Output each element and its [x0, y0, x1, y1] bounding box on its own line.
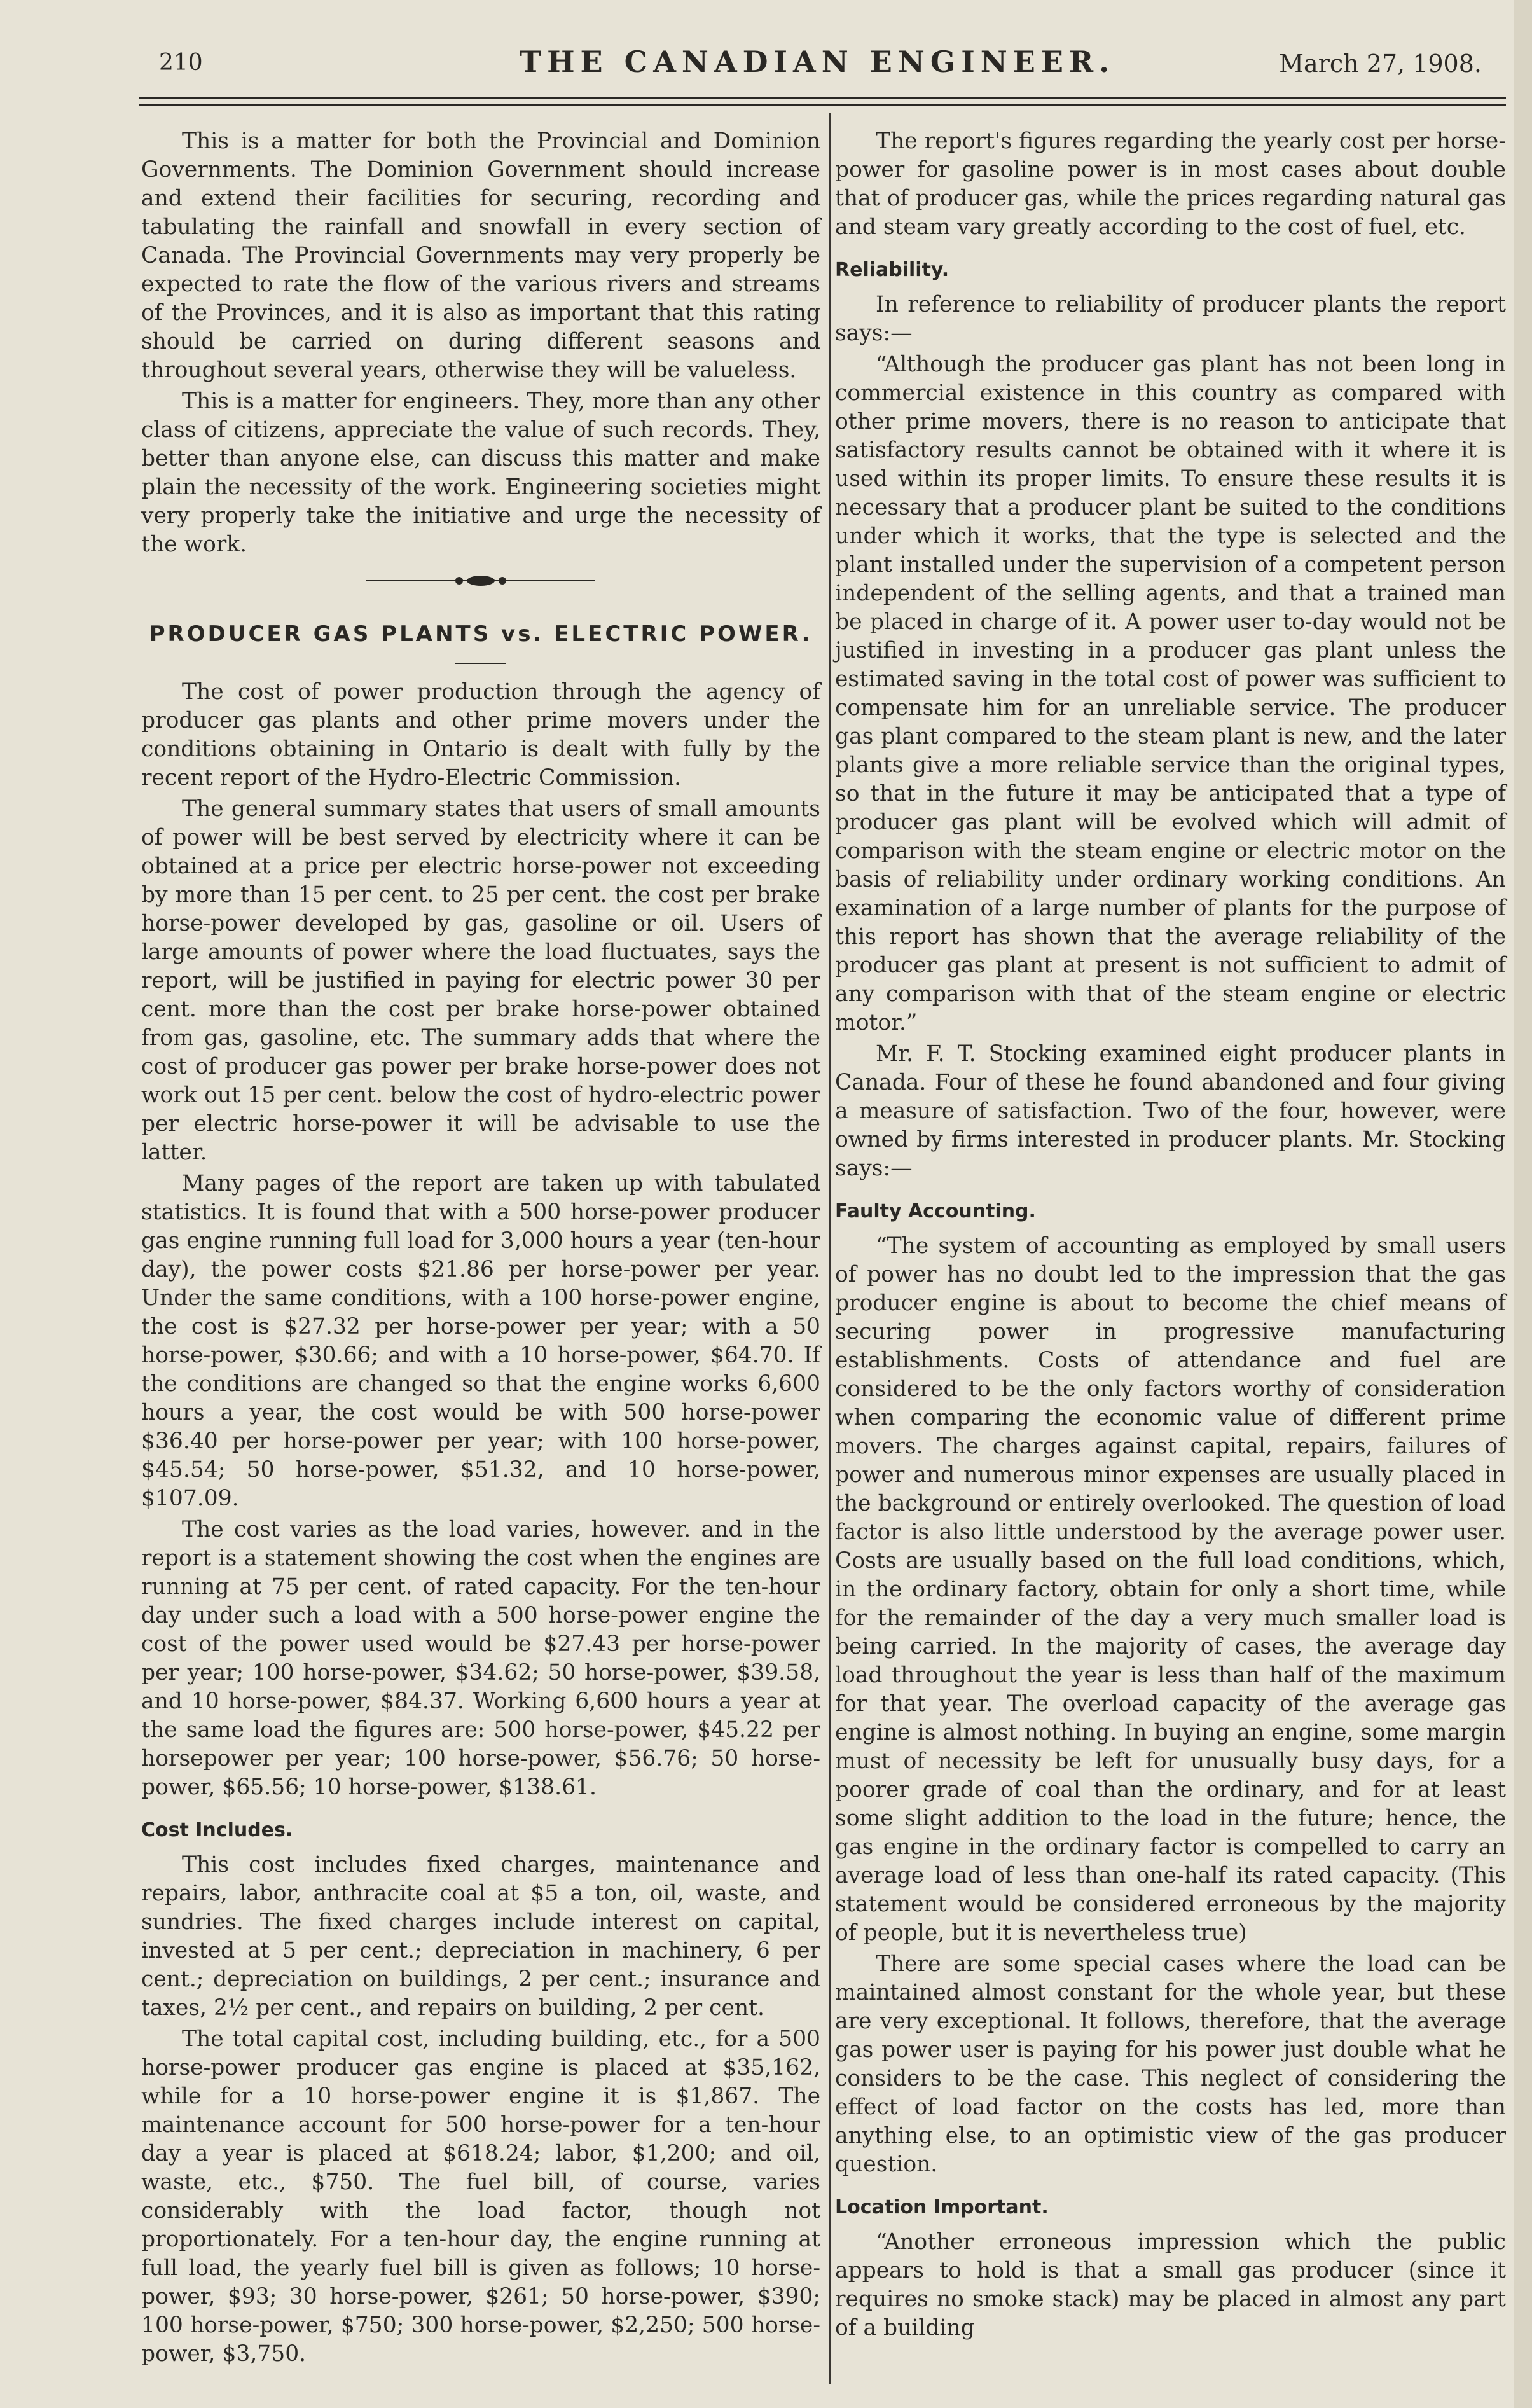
subhead-reliability: Reliability.	[835, 259, 949, 281]
article-paragraph: The cost varies as the load varies, however. and in the report is a statement showing the cost when the engines are running at 75 per cent. of rated capacity. For the ten-hour day under such a load with a 500 horse-power engine the cost of the power used would be $27.43 per horse-power per year; 100 horse-power, $34.62; 50 horse-power, $39.58, and 10 horse-power, $84.37. Working 6,600 hours a year at the same load the figures are: 500 horse-power, $45.22 per horsepower per year; 100 horse-power, $56.76; 50 horse-power, $65.56; 10 horse-power, $138.61.	[141, 1517, 820, 1800]
page-number: 210	[159, 50, 203, 76]
article-paragraph: In reference to reliability of producer plants the report says:—	[835, 292, 1506, 346]
left-column	[141, 127, 820, 2371]
article-paragraph: The report's figures regarding the yearly cost per horse-power for gasoline power is in most cases about double that of producer gas, while the prices regarding natural gas and steam vary greatly according to the cost of fuel, etc.	[835, 128, 1506, 240]
article-paragraph: The total capital cost, including building, etc., for a 500 horse-power producer gas engine is placed at $35,162, while for a 10 horse-power engine it is $1,867. The maintenance account for 500 horse-power for a ten-hour day a year is placed at $618.24; labor, $1,200; and oil, waste, etc., $750. The fuel bill, of course, varies considerably with the load factor, though not proportionately. For a ten-hour day, the engine running at full load, the yearly fuel bill is given as follows; 10 horse-power, $93; 30 horse-power, $261; 50 horse-power, $390; 100 horse-power, $750; 300 horse-power, $2,250; 500 horse-power, $3,750.	[141, 2026, 820, 2367]
article-paragraph: There are some special cases where the load can be maintained almost constant for the whole year, but these are very exceptional. It follows, therefore, that the average gas power user is paying for his power just double what he considers to be the case. This neglect of considering the effect of load factor on the costs has led, more than anything else, to an optimistic view of the gas producer question.	[835, 1951, 1506, 2177]
article-paragraph: The general summary states that users of small amounts of power will be best served by electricity where it can be obtained at a price per electric horse-power not exceeding by more than 15 per cent. to 25 per cent. the cost per brake horse-power developed by gas, gasoline or oil. Users of large amounts of power where the load fluctuates, says the report, will be justified in paying for electric power 30 per cent. more than the cost per brake horse-power obtained from gas, gasoline, etc. The summary adds that where the cost of producer gas power per brake horse-power does not work out 15 per cent. below the cost of hydro-electric power per electric horse-power it will be advisable to use the latter.	[141, 796, 820, 1165]
header-rule	[139, 97, 1506, 99]
column-divider	[829, 113, 831, 2384]
journal-title: THE CANADIAN ENGINEER.	[519, 45, 1115, 79]
article-paragraph: Mr. F. T. Stocking examined eight producer plants in Canada. Four of these he found abandoned and four giving a measure of satisfaction. Two of the four, however, were owned by firms interested in producer plants. Mr. Stocking says:—	[835, 1041, 1506, 1181]
article-paragraph: Many pages of the report are taken up with tabulated statistics. It is found that with a 500 horse-power producer gas engine running full load for 3,000 hours a year (ten-hour day), the power costs $21.86 per horse-power per year. Under the same conditions, with a 100 horse-power engine, the cost is $27.32 per horse-power per year; with a 50 horse-power, $30.66; and with a 10 horse-power, $64.70. If the conditions are changed so that the engine works 6,600 hours a year, the cost would be with 500 horse-power $36.40 per horse-power per year; with 100 horse-power, $45.54; 50 horse-power, $51.32, and 10 horse-power, $107.09.	[141, 1171, 820, 1511]
page-header	[153, 45, 1482, 89]
article-paragraph: This cost includes fixed charges, maintenance and repairs, labor, anthracite coal at $5 a ton, oil, waste, and sundries. The fixed charges include interest on capital, invested at 5 per cent.; depreciation in machinery, 6 per cent.; depreciation on buildings, 2 per cent.; insurance and taxes, 2½ per cent., and repairs on building, 2 per cent.	[141, 1852, 820, 2021]
intro-paragraph: This is a matter for both the Provincial and Dominion Governments. The Dominion Government should increase and extend their facilities for securing, recording and tabulating the rainfall and snowfall in every section of Canada. The Provincial Governments may very properly be expected to rate the flow of the various rivers and streams of the Provinces, and it is also as important that this rating should be carried on during different seasons and throughout several years, otherwise they will be valueless.	[141, 128, 820, 383]
quoted-paragraph: “The system of accounting as employed by small users of power has no doubt led to the impression that the gas producer engine is about to become the chief means of securing power in progressive manufacturing establishments. Costs of attendance and fuel are considered to be the only factors worthy of consideration when comparing the economic value of different prime movers. The charges against capital, repairs, failures of power and numerous minor expenses are usually placed in the background or entirely overlooked. The question of load factor is also little understood by the average power user. Costs are usually based on the full load conditions, which, in the ordinary factory, obtain for only a short time, while for the remainder of the day a very much smaller load is being carried. In the majority of cases, the average day load throughout the year is less than half of the maximum for that year. The overload capacity of the average gas engine is almost nothing. In buying an engine, some margin must of necessity be left for unusually busy days, for a poorer grade of coal than the ordinary, and for at least some slight addition to the load in the future; hence, the gas engine in the ordinary factor is compelled to carry an average load of less than one-half its rated capacity. (This statement would be considered erroneous by the majority of people, but it is nevertheless true)	[835, 1233, 1506, 1946]
article-paragraph: The cost of power production through the agency of producer gas plants and other prime movers under the conditions obtaining in Ontario is dealt with fully by the recent report of the Hydro-Electric Commission.	[141, 679, 820, 791]
section-ornament	[141, 568, 820, 606]
right-column	[835, 127, 1506, 2345]
article-title: PRODUCER GAS PLANTS vs. ELECTRIC POWER.	[149, 621, 813, 647]
quoted-paragraph: “Another erroneous impression which the public appears to hold is that a small gas producer (since it requires no smoke stack) may be placed in almost any part of a building	[835, 2229, 1506, 2341]
title-rule	[455, 663, 506, 664]
page-edge	[1514, 0, 1532, 2408]
subhead-faulty-accounting: Faulty Accounting.	[835, 1200, 1036, 1222]
header-rule-secondary	[139, 104, 1506, 106]
issue-date: March 27, 1908.	[1279, 50, 1482, 78]
ornament-divider-icon	[366, 568, 595, 593]
subhead-location-important: Location Important.	[835, 2196, 1049, 2218]
quoted-paragraph: “Although the producer gas plant has not been long in commercial existence in this country as compared with other prime movers, there is no reason to anticipate that satisfactory results cannot be obtained with it where it is used within its proper limits. To ensure these results it is necessary that a producer plant be suited to the conditions under which it works, that the type is selected and the plant installed under the supervision of a competent person independent of the selling agents, and that a trained man be placed in charge of it. A power user to-day would not be justified in investing in a producer gas plant unless the estimated saving in the total cost of power was sufficient to compensate him for an unreliable service. The producer gas plant compared to the steam plant is new, and the later plants give a more reliable service than the original types, so that in the future it may be anticipated that a type of producer gas plant will be evolved which will admit of comparison with the steam engine or electric motor on the basis of reliability under ordinary working conditions. An examination of a large number of plants for the purpose of this report has shown that the average reliability of the producer gas plant at present is not sufficient to admit of any comparison with that of the steam engine or electric motor.”	[835, 352, 1506, 1035]
intro-paragraph: This is a matter for engineers. They, more than any other class of citizens, appreciate the value of such records. They, better than anyone else, can discuss this matter and make plain the necessity of the work. Engineering societies might very properly take the initiative and urge the necessity of the work.	[141, 389, 820, 557]
subhead-cost-includes: Cost Includes.	[141, 1819, 293, 1841]
